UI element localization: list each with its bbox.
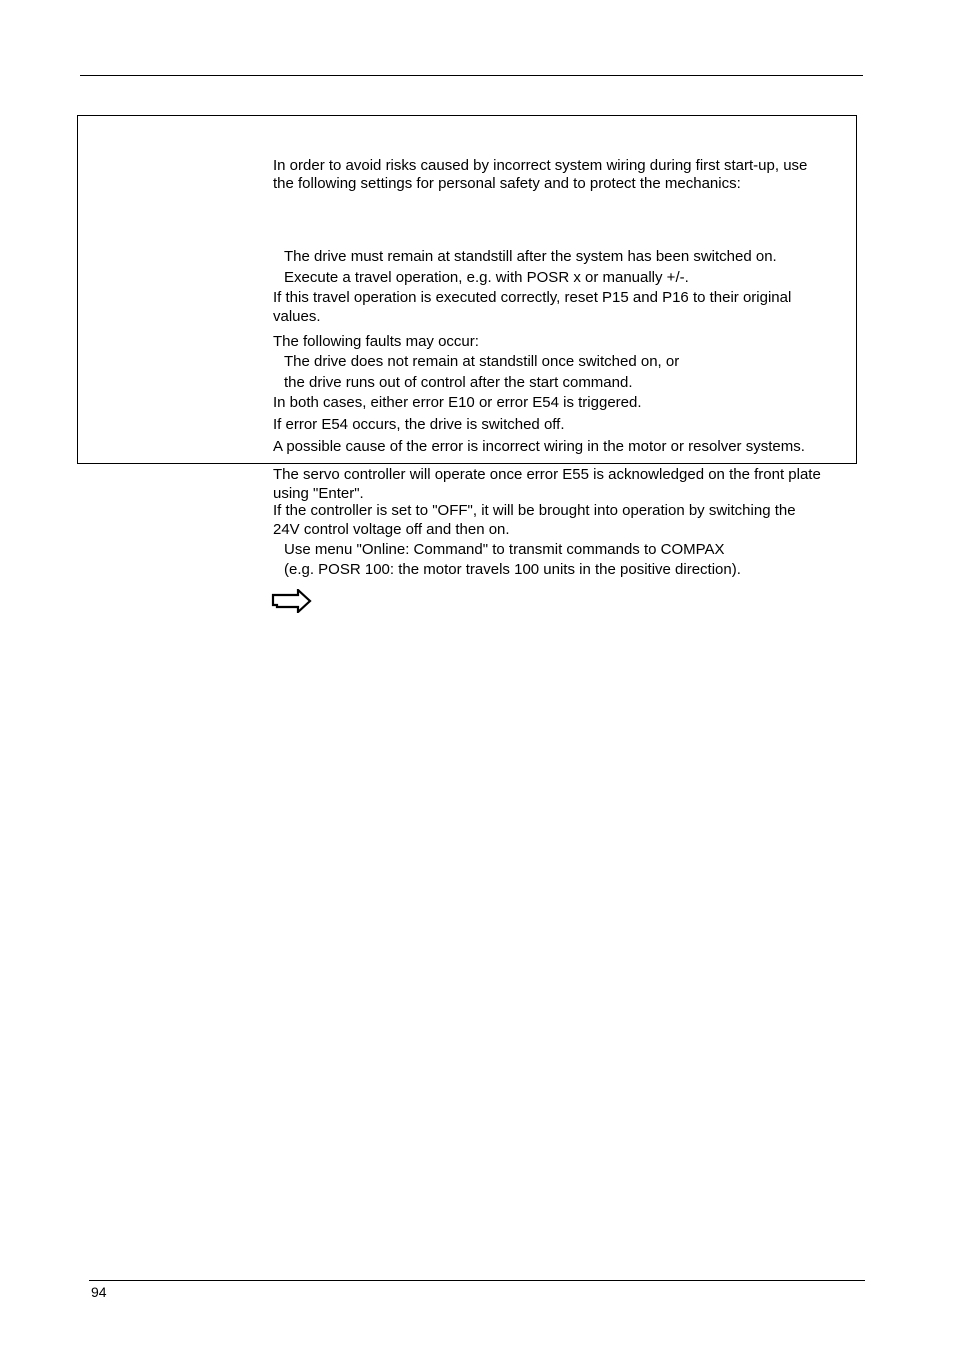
- e55-line-2: using "Enter".: [273, 485, 364, 502]
- fault-item-2: the drive runs out of control after the start command.: [284, 374, 633, 391]
- page-number: 94: [91, 1284, 107, 1300]
- reset-line-1: If this travel operation is executed correctly, reset P15 and P16 to their original: [273, 289, 792, 306]
- footer-rule: [89, 1280, 865, 1281]
- standstill-step: The drive must remain at standstill after the system has been switched on.: [284, 248, 777, 265]
- faults-heading: The following faults may occur:: [273, 333, 479, 350]
- header-rule: [80, 75, 863, 76]
- menu-line-2: (e.g. POSR 100: the motor travels 100 units in the positive direction).: [284, 561, 741, 578]
- off-line-2: 24V control voltage off and then on.: [273, 521, 510, 538]
- intro-line-1: In order to avoid risks caused by incorrect system wiring during first start-up, use: [273, 157, 808, 174]
- e54-text: If error E54 occurs, the drive is switched off.: [273, 416, 565, 433]
- off-line-1: If the controller is set to "OFF", it will be brought into operation by switching the: [273, 502, 796, 519]
- intro-line-2: the following settings for personal safety and to protect the mechanics:: [273, 175, 741, 192]
- reset-line-2: values.: [273, 308, 321, 325]
- e55-line-1: The servo controller will operate once error E55 is acknowledged on the front plate: [273, 466, 821, 483]
- error-cause-text: A possible cause of the error is incorrect wiring in the motor or resolver systems.: [273, 438, 805, 455]
- travel-step: Execute a travel operation, e.g. with POSR x or manually +/-.: [284, 269, 689, 286]
- both-cases-text: In both cases, either error E10 or error E54 is triggered.: [273, 394, 642, 411]
- fault-item-1: The drive does not remain at standstill once switched on, or: [284, 353, 680, 370]
- pointing-arrow-icon: [271, 589, 313, 613]
- menu-line-1: Use menu "Online: Command" to transmit commands to COMPAX: [284, 541, 725, 558]
